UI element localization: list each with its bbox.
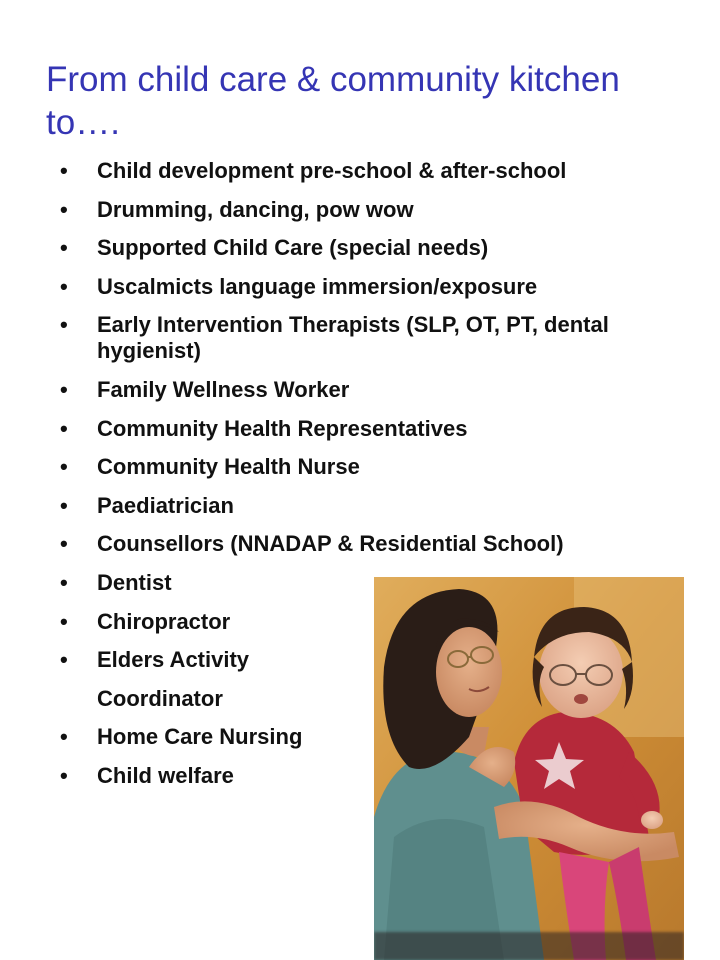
list-item: [0, 377, 720, 403]
bullet-icon: •: [60, 454, 68, 480]
list-item-text: Early Intervention Therapists (SLP, OT, PT, dental hygienist): [97, 312, 609, 364]
bullet-icon: •: [60, 492, 68, 518]
bullet-icon: •: [60, 608, 68, 634]
list-item: [0, 274, 720, 300]
list-item-text: Family Wellness Worker: [97, 376, 350, 402]
bullet-icon: •: [60, 531, 68, 557]
bullet-icon: •: [60, 569, 68, 595]
photo-woman-holding-child: [374, 577, 684, 960]
bullet-icon: •: [60, 647, 68, 673]
bullet-icon: •: [60, 196, 68, 222]
list-item-text: Drumming, dancing, pow wow: [97, 196, 414, 222]
list-item-text: Child welfare: [97, 762, 234, 788]
slide-title: From child care & community kitchen to….: [46, 60, 620, 142]
list-item-text: Supported Child Care (special needs): [97, 235, 489, 261]
list-item-text: Child development pre-school & after-school: [97, 158, 567, 183]
bullet-icon: •: [60, 376, 68, 402]
list-item: [0, 493, 720, 519]
list-item: [0, 235, 720, 261]
list-item: [0, 454, 720, 480]
list-item-text: Paediatrician: [97, 492, 234, 518]
list-item: [0, 312, 720, 364]
list-item-text: Dentist: [97, 569, 172, 595]
list-item-text: Uscalmicts language immersion/exposure: [97, 273, 538, 299]
list-item: [0, 531, 720, 557]
list-item-text: Coordinator: [97, 685, 223, 711]
list-item: [0, 158, 720, 184]
bullet-icon: •: [60, 273, 68, 299]
bullet-icon: •: [60, 762, 68, 788]
list-item-text: Chiropractor: [97, 608, 231, 634]
bullet-icon: •: [60, 415, 68, 441]
list-item: [0, 416, 720, 442]
list-item-text: Elders Activity: [97, 647, 250, 673]
list-item-text: Counsellors (NNADAP & Residential School): [97, 531, 564, 557]
list-item-text: Community Health Nurse: [97, 454, 360, 480]
bullet-icon: •: [60, 158, 68, 183]
bullet-icon: •: [60, 724, 68, 750]
list-item: [0, 197, 720, 223]
bullet-icon: •: [60, 235, 68, 261]
list-item-text: Home Care Nursing: [97, 724, 303, 750]
list-item-text: Community Health Representatives: [97, 415, 468, 441]
bullet-icon: •: [60, 312, 68, 338]
